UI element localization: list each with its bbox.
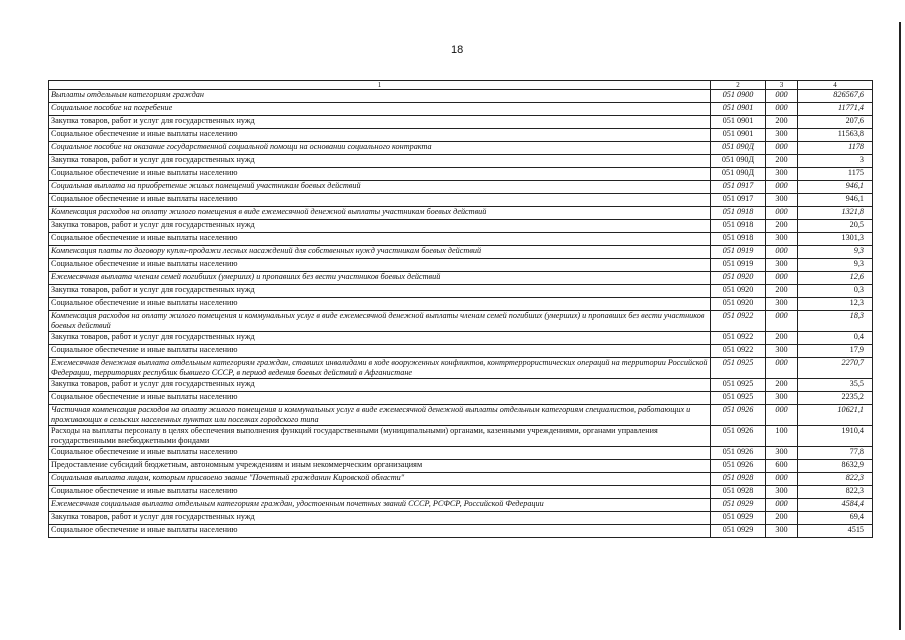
row-name: Социальное обеспечение и иные выплаты населению xyxy=(49,486,711,499)
header-col-4: 4 xyxy=(798,81,873,90)
row-name: Социальное пособие на оказание государственной социальной помощи на основании социального контракта xyxy=(49,142,711,155)
table-row xyxy=(49,379,873,392)
table-row xyxy=(49,194,873,207)
row-amount: 0,3 xyxy=(798,285,873,298)
row-code: 051 0922 xyxy=(711,345,766,358)
table-row xyxy=(49,392,873,405)
row-amount: 822,3 xyxy=(798,486,873,499)
row-name: Закупка товаров, работ и услуг для государственных нужд xyxy=(49,379,711,392)
row-kvr: 300 xyxy=(766,168,798,181)
row-name: Закупка товаров, работ и услуг для государственных нужд xyxy=(49,285,711,298)
row-amount: 2270,7 xyxy=(798,358,873,379)
table-row xyxy=(49,426,873,447)
table-row xyxy=(49,259,873,272)
row-code: 051 0926 xyxy=(711,447,766,460)
row-code: 051 0922 xyxy=(711,311,766,332)
row-name: Предоставление субсидий бюджетным, автономным учреждениям и иным некоммерческим организациям xyxy=(49,460,711,473)
table-row xyxy=(49,272,873,285)
row-amount: 17,9 xyxy=(798,345,873,358)
row-code: 051 0920 xyxy=(711,285,766,298)
row-name: Компенсация расходов на оплату жилого помещения в виде ежемесячной денежной выплаты участникам боевых действий xyxy=(49,207,711,220)
table-row xyxy=(49,473,873,486)
row-kvr: 300 xyxy=(766,129,798,142)
row-code: 051 0928 xyxy=(711,486,766,499)
row-name: Социальная выплата на приобретение жилых помещений участникам боевых действий xyxy=(49,181,711,194)
row-code: 051 0926 xyxy=(711,426,766,447)
table-row xyxy=(49,486,873,499)
row-kvr: 300 xyxy=(766,259,798,272)
table-row xyxy=(49,233,873,246)
row-kvr: 300 xyxy=(766,525,798,538)
row-kvr: 000 xyxy=(766,358,798,379)
row-code: 051 0900 xyxy=(711,90,766,103)
row-amount: 0,4 xyxy=(798,332,873,345)
row-code: 051 0926 xyxy=(711,405,766,426)
row-amount: 1175 xyxy=(798,168,873,181)
row-code: 051 0925 xyxy=(711,379,766,392)
row-amount: 1301,3 xyxy=(798,233,873,246)
row-name: Социальное обеспечение и иные выплаты населению xyxy=(49,233,711,246)
row-kvr: 300 xyxy=(766,486,798,499)
row-code: 051 0925 xyxy=(711,392,766,405)
row-name: Выплаты отдельным категориям граждан xyxy=(49,90,711,103)
table-row xyxy=(49,525,873,538)
row-code: 051 0928 xyxy=(711,473,766,486)
table-row xyxy=(49,460,873,473)
row-kvr: 200 xyxy=(766,379,798,392)
table-header-row xyxy=(49,81,873,90)
row-amount: 11771,4 xyxy=(798,103,873,116)
row-name: Ежемесячная выплата членам семей погибших (умерших) и пропавших без вести участников боевых действий xyxy=(49,272,711,285)
row-kvr: 000 xyxy=(766,207,798,220)
row-code: 051 0917 xyxy=(711,194,766,207)
page-number: 18 xyxy=(451,44,464,56)
row-name: Социальное обеспечение и иные выплаты населению xyxy=(49,168,711,181)
row-amount: 8632,9 xyxy=(798,460,873,473)
row-amount: 2235,2 xyxy=(798,392,873,405)
row-code: 051 0901 xyxy=(711,129,766,142)
row-name: Социальное обеспечение и иные выплаты населению xyxy=(49,194,711,207)
row-kvr: 000 xyxy=(766,272,798,285)
row-kvr: 200 xyxy=(766,116,798,129)
row-name: Социальная выплата лицам, которым присвоено звание "Почетный гражданин Кировской области" xyxy=(49,473,711,486)
row-amount: 1178 xyxy=(798,142,873,155)
row-kvr: 300 xyxy=(766,194,798,207)
row-kvr: 200 xyxy=(766,285,798,298)
row-code: 051 0919 xyxy=(711,246,766,259)
table-row xyxy=(49,512,873,525)
row-amount: 11563,8 xyxy=(798,129,873,142)
row-name: Частичная компенсация расходов на оплату жилого помещения и коммунальных услуг в виде ежемесячной денежной выплаты отдельным категориям специалистов, работающих и проживающих в сельских населенных пунктах или поселках городского типа xyxy=(49,405,711,426)
row-amount: 12,6 xyxy=(798,272,873,285)
row-name: Социальное обеспечение и иные выплаты населению xyxy=(49,447,711,460)
row-code: 051 0920 xyxy=(711,272,766,285)
row-name: Ежемесячная социальная выплата отдельным категориям граждан, удостоенным почетных званий СССР, РСФСР, Российской Федерации xyxy=(49,499,711,512)
row-kvr: 200 xyxy=(766,512,798,525)
row-code: 051 0929 xyxy=(711,512,766,525)
row-code: 051 0918 xyxy=(711,207,766,220)
row-amount: 1910,4 xyxy=(798,426,873,447)
budget-table xyxy=(48,80,873,538)
row-code: 051 0920 xyxy=(711,298,766,311)
row-amount: 946,1 xyxy=(798,194,873,207)
row-name: Социальное обеспечение и иные выплаты населению xyxy=(49,392,711,405)
row-code: 051 0901 xyxy=(711,103,766,116)
row-name: Ежемесячная денежная выплата отдельным категориям граждан, ставших инвалидами в ходе вооруженных конфликтов, контртеррористических операций на территории Российской Федерации, территориях республик бывшего СССР, в период ведения боевых действий в Афганистане xyxy=(49,358,711,379)
row-amount: 18,3 xyxy=(798,311,873,332)
row-amount: 1321,8 xyxy=(798,207,873,220)
row-name: Социальное обеспечение и иные выплаты населению xyxy=(49,345,711,358)
row-name: Социальное обеспечение и иные выплаты населению xyxy=(49,259,711,272)
row-kvr: 300 xyxy=(766,345,798,358)
row-name: Закупка товаров, работ и услуг для государственных нужд xyxy=(49,155,711,168)
row-kvr: 000 xyxy=(766,246,798,259)
row-amount: 10621,1 xyxy=(798,405,873,426)
row-amount: 3 xyxy=(798,155,873,168)
table-row xyxy=(49,298,873,311)
row-name: Социальное обеспечение и иные выплаты населению xyxy=(49,525,711,538)
row-kvr: 300 xyxy=(766,233,798,246)
table-row xyxy=(49,499,873,512)
row-name: Социальное пособие на погребение xyxy=(49,103,711,116)
row-code: 051 0922 xyxy=(711,332,766,345)
row-amount: 35,5 xyxy=(798,379,873,392)
row-amount: 20,5 xyxy=(798,220,873,233)
row-amount: 9,3 xyxy=(798,259,873,272)
row-name: Компенсация расходов на оплату жилого помещения и коммунальных услуг в виде ежемесячной денежной выплаты членам семей погибших (умерших) и пропавших без вести участников боевых действий xyxy=(49,311,711,332)
row-code: 051 090Д xyxy=(711,155,766,168)
row-code: 051 0926 xyxy=(711,460,766,473)
row-kvr: 300 xyxy=(766,392,798,405)
row-code: 051 0917 xyxy=(711,181,766,194)
row-amount: 207,6 xyxy=(798,116,873,129)
row-kvr: 000 xyxy=(766,473,798,486)
row-kvr: 200 xyxy=(766,332,798,345)
table-row xyxy=(49,129,873,142)
row-code: 051 0918 xyxy=(711,233,766,246)
table-row xyxy=(49,116,873,129)
row-kvr: 000 xyxy=(766,142,798,155)
row-kvr: 000 xyxy=(766,181,798,194)
row-code: 051 0919 xyxy=(711,259,766,272)
row-kvr: 000 xyxy=(766,405,798,426)
row-amount: 822,3 xyxy=(798,473,873,486)
row-kvr: 000 xyxy=(766,103,798,116)
row-kvr: 300 xyxy=(766,298,798,311)
table-row xyxy=(49,103,873,116)
row-amount: 826567,6 xyxy=(798,90,873,103)
row-name: Закупка товаров, работ и услуг для государственных нужд xyxy=(49,512,711,525)
row-kvr: 200 xyxy=(766,220,798,233)
table-row xyxy=(49,447,873,460)
table-row xyxy=(49,90,873,103)
row-kvr: 100 xyxy=(766,426,798,447)
row-code: 051 090Д xyxy=(711,142,766,155)
row-code: 051 0918 xyxy=(711,220,766,233)
table-row xyxy=(49,220,873,233)
row-amount: 69,4 xyxy=(798,512,873,525)
row-name: Социальное обеспечение и иные выплаты населению xyxy=(49,298,711,311)
row-name: Закупка товаров, работ и услуг для государственных нужд xyxy=(49,116,711,129)
row-kvr: 600 xyxy=(766,460,798,473)
table-row xyxy=(49,207,873,220)
row-amount: 4584,4 xyxy=(798,499,873,512)
table-row xyxy=(49,358,873,379)
row-name: Закупка товаров, работ и услуг для государственных нужд xyxy=(49,332,711,345)
row-kvr: 200 xyxy=(766,155,798,168)
header-col-3: 3 xyxy=(766,81,798,90)
table-row xyxy=(49,155,873,168)
row-code: 051 0929 xyxy=(711,499,766,512)
row-kvr: 000 xyxy=(766,499,798,512)
table-row xyxy=(49,332,873,345)
table-row xyxy=(49,311,873,332)
row-amount: 946,1 xyxy=(798,181,873,194)
row-amount: 9,3 xyxy=(798,246,873,259)
table-row xyxy=(49,345,873,358)
row-amount: 77,8 xyxy=(798,447,873,460)
table-row xyxy=(49,246,873,259)
row-amount: 12,3 xyxy=(798,298,873,311)
row-kvr: 000 xyxy=(766,90,798,103)
table-row xyxy=(49,181,873,194)
row-kvr: 300 xyxy=(766,447,798,460)
row-code: 051 0901 xyxy=(711,116,766,129)
row-name: Расходы на выплаты персоналу в целях обеспечения выполнения функций государственными (муниципальными) органами, казенными учреждениями, органами управления государственными внебюджетными фондами xyxy=(49,426,711,447)
table-row xyxy=(49,168,873,181)
row-name: Социальное обеспечение и иные выплаты населению xyxy=(49,129,711,142)
table-row xyxy=(49,285,873,298)
row-code: 051 090Д xyxy=(711,168,766,181)
row-name: Компенсация платы по договору купли-продажи лесных насаждений для собственных нужд участникам боевых действий xyxy=(49,246,711,259)
row-name: Закупка товаров, работ и услуг для государственных нужд xyxy=(49,220,711,233)
row-kvr: 000 xyxy=(766,311,798,332)
row-amount: 4515 xyxy=(798,525,873,538)
row-code: 051 0929 xyxy=(711,525,766,538)
header-col-1: 1 xyxy=(49,81,711,90)
table-row xyxy=(49,405,873,426)
row-code: 051 0925 xyxy=(711,358,766,379)
header-col-2: 2 xyxy=(711,81,766,90)
margin-rule xyxy=(899,22,901,630)
table-row xyxy=(49,142,873,155)
